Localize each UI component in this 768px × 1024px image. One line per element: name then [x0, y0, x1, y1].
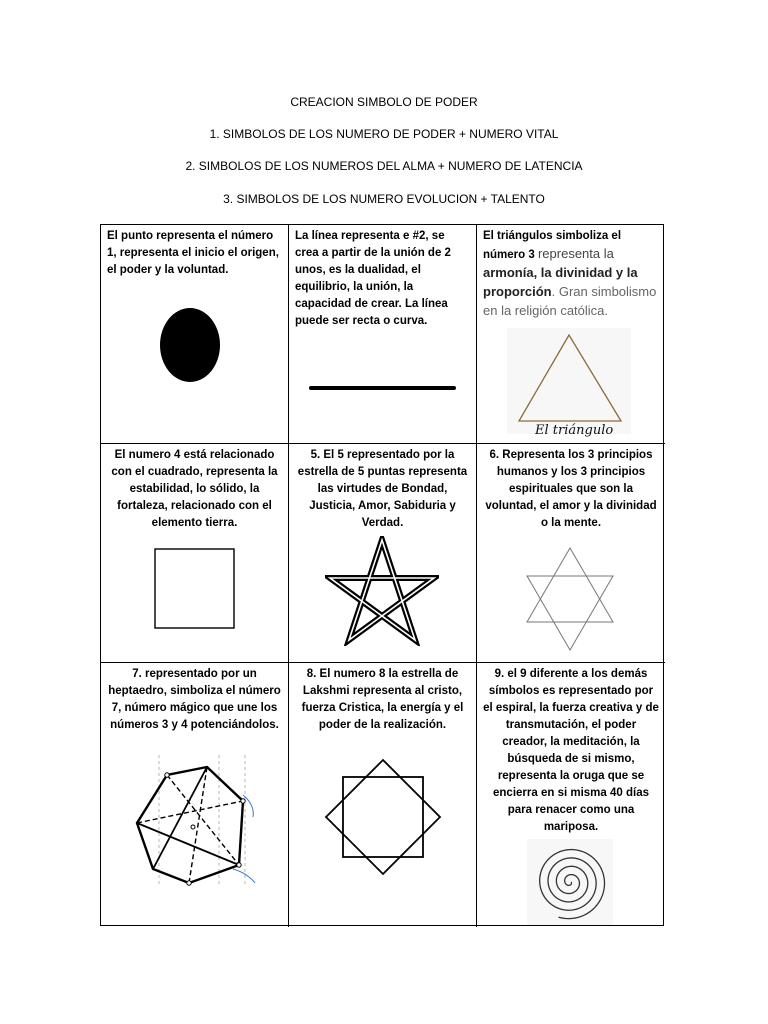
pentagram-icon	[325, 536, 439, 646]
table-cell-5	[289, 444, 477, 663]
hexagram-icon	[521, 544, 619, 656]
heading-item-2: 2. SIMBOLOS DE LOS NUMEROS DEL ALMA + NUMERO DE LATENCIA	[185, 159, 583, 173]
cell-text: El punto representa el número 1, representa el inicio el origen, el poder y la voluntad.	[107, 230, 279, 276]
cell-text	[483, 228, 659, 321]
horizontal-line-icon	[309, 383, 459, 393]
triangle-caption: El triángulo	[535, 423, 614, 438]
symbols-table	[100, 224, 664, 926]
cell-text: El numero 4 está relacionado con el cuadrado, representa la estabilidad, lo sólido, la fortaleza, relacionado con el elemento tierra.	[111, 449, 278, 529]
table-cell-8	[289, 663, 477, 927]
table-cell-9	[477, 663, 665, 927]
table-cell-7	[101, 663, 289, 927]
spiral-icon	[529, 841, 611, 923]
octagram-icon	[323, 755, 443, 879]
cell-text-tail: . Gran simbolismo en la religión católica.	[483, 284, 657, 318]
cell-text-bold: armonía, la divinidad y la proporción	[483, 265, 638, 299]
cell-text: 8. El numero 8 la estrella de Lakshmi representa al cristo, fuerza Cristica, la energía y el poder de la realización.	[301, 668, 464, 731]
square-icon	[153, 547, 237, 631]
cell-text: 7. representado por un heptaedro, simboliza el número 7, número mágico que une los números 3 y 4 potenciándolos.	[108, 668, 281, 731]
table-cell-3	[477, 225, 665, 444]
table-cell-1	[101, 225, 289, 444]
table-cell-6	[477, 444, 665, 663]
table-cell-4	[101, 444, 289, 663]
heading-item-1: 1. SIMBOLOS DE LOS NUMERO DE PODER + NUMERO VITAL	[209, 127, 559, 141]
table-cell-2	[289, 225, 477, 444]
filled-circle-icon	[159, 305, 225, 383]
heptagon-construction-icon	[129, 755, 269, 895]
cell-text: 5. El 5 representado por la estrella de 5 puntas representa las virtudes de Bondad, Justicia, Amor, Sabiduria y Verdad.	[297, 449, 468, 529]
cell-text: 9. el 9 diferente a los demás símbolos es representado por el espiral, la fuerza creativa y de transmutación, el poder creador, la meditación, la búsqueda de si mismo, representa la oruga que se encierra en si misma 40 días para renacer como una mariposa.	[483, 668, 659, 833]
cell-text: 6. Representa los 3 principios humanos y los 3 principios espirituales que son la voluntad, el amor y la divinidad o la mente.	[485, 449, 657, 529]
triangle-icon	[513, 331, 625, 423]
cell-text-lead: El triángulos simboliza el número 3	[483, 230, 622, 261]
heading-item-3: 3. SIMBOLOS DE LOS NUMERO EVOLUCION + TALENTO	[223, 192, 545, 206]
cell-text-mid: representa la	[537, 246, 614, 261]
page-title: CREACION SIMBOLO DE PODER	[290, 95, 478, 109]
cell-text: La línea representa e #2, se crea a partir de la unión de 2 unos, es la dualidad, el equilibrio, la unión, la capacidad de crear. La línea puede ser recta o curva.	[295, 230, 451, 327]
